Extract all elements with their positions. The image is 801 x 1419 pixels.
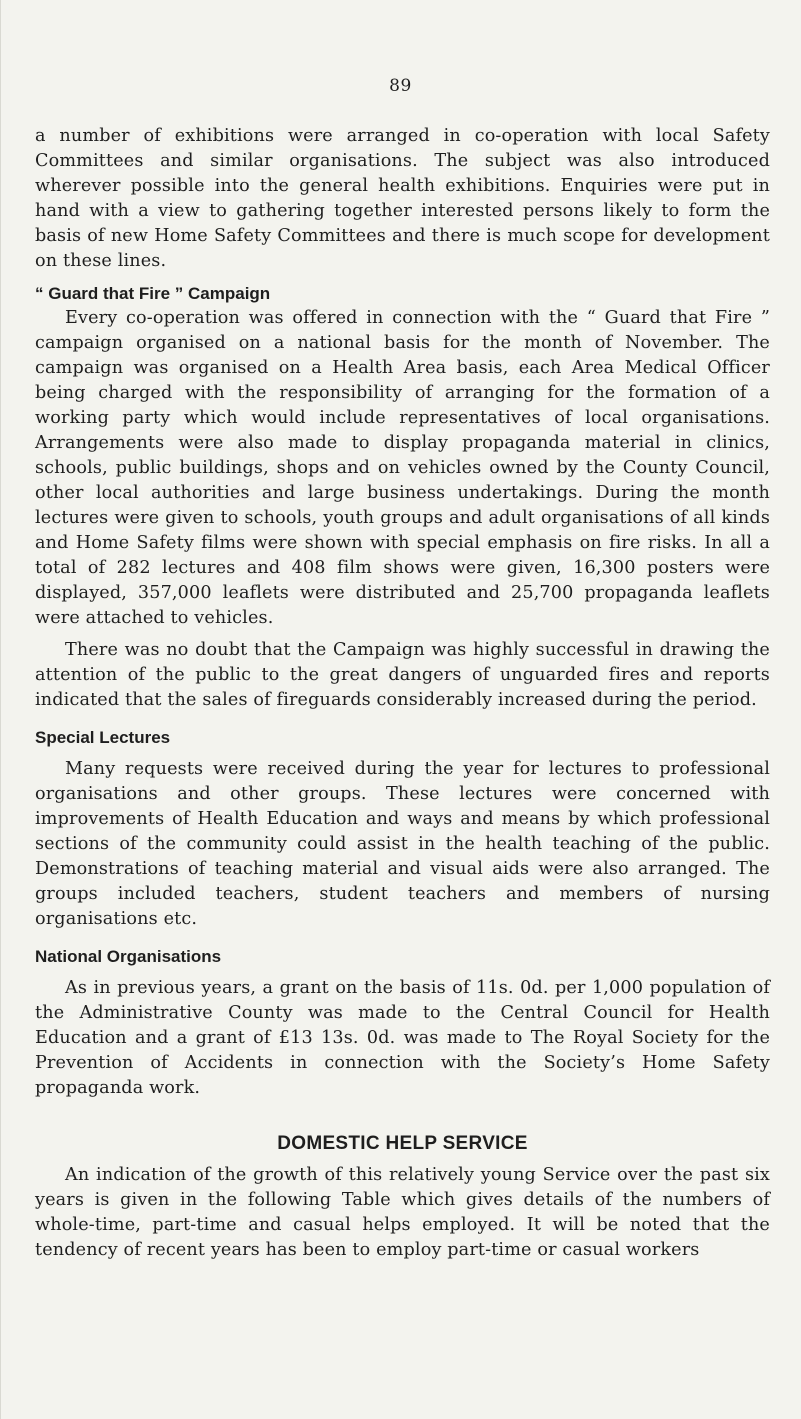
domestic-help-heading: DOMESTIC HELP SERVICE	[277, 1133, 528, 1154]
guard-fire-paragraph-2: There was no doubt that the Campaign was highly successful in drawing the attention of the public to the great dangers of unguarded fires and reports indicated that the sales of fireguards considerably increased during the period.	[35, 640, 770, 710]
special-lectures-paragraph: Many requests were received during the year for lectures to professional organisations and other groups. These lectures were concerned with improvements of Health Education and ways and means by which professional sections of the community could assist in the health teaching of the public. Demonstrations of teaching material and visual aids were also arranged. The groups included teachers, student teachers and members of nursing organisations etc.	[35, 759, 770, 929]
national-organisations-heading: National Organisations	[35, 947, 222, 966]
guard-fire-paragraph-1: Every co-operation was offered in connection with the “ Guard that Fire ” campaign organised on a national basis for the month of November. The campaign was organised on a Health Area basis, each Area Medical Officer being charged with the responsibility of arranging for the formation of a working party which would include representatives of local organisations. Arrangements were also made to display propaganda material in clinics, schools, public buildings, shops and on vehicles owned by the County Council, other local authorities and large business undertakings. During the month lectures were given to schools, youth groups and adult organisations of all kinds and Home Safety films were shown with special emphasis on fire risks. In all a total of 282 lectures and 408 film shows were given, 16,300 posters were displayed, 357,000 leaflets were distributed and 25,700 propaganda leaflets were attached to vehicles.	[35, 308, 770, 628]
special-lectures-heading: Special Lectures	[35, 728, 171, 747]
intro-paragraph: a number of exhibitions were arranged in co-operation with local Safety Committees and similar organisations. The subject was also introduced wherever possible into the general health exhibitions. Enquiries were put in hand with a view to gathering together interested persons likely to form the basis of new Home Safety Committees and there is much scope for development on these lines.	[35, 126, 770, 271]
national-organisations-paragraph: As in previous years, a grant on the basis of 11s. 0d. per 1,000 population of the Administrative County was made to the Central Council for Health Education and a grant of £13 13s. 0d. was made to The Royal Society for the Prevention of Accidents in connection with the Society’s Home Safety propaganda work.	[35, 978, 770, 1098]
page-edge	[0, 0, 15, 1419]
page-content	[35, 124, 770, 1263]
guard-fire-heading: “ Guard that Fire ” Campaign	[35, 284, 271, 303]
page-number: 89	[389, 76, 412, 96]
domestic-help-paragraph: An indication of the growth of this relatively young Service over the past six years is given in the following Table which gives details of the numbers of whole-time, part-time and casual helps employed. It will be noted that the tendency of recent years has been to employ part-time or casual workers	[35, 1165, 770, 1260]
